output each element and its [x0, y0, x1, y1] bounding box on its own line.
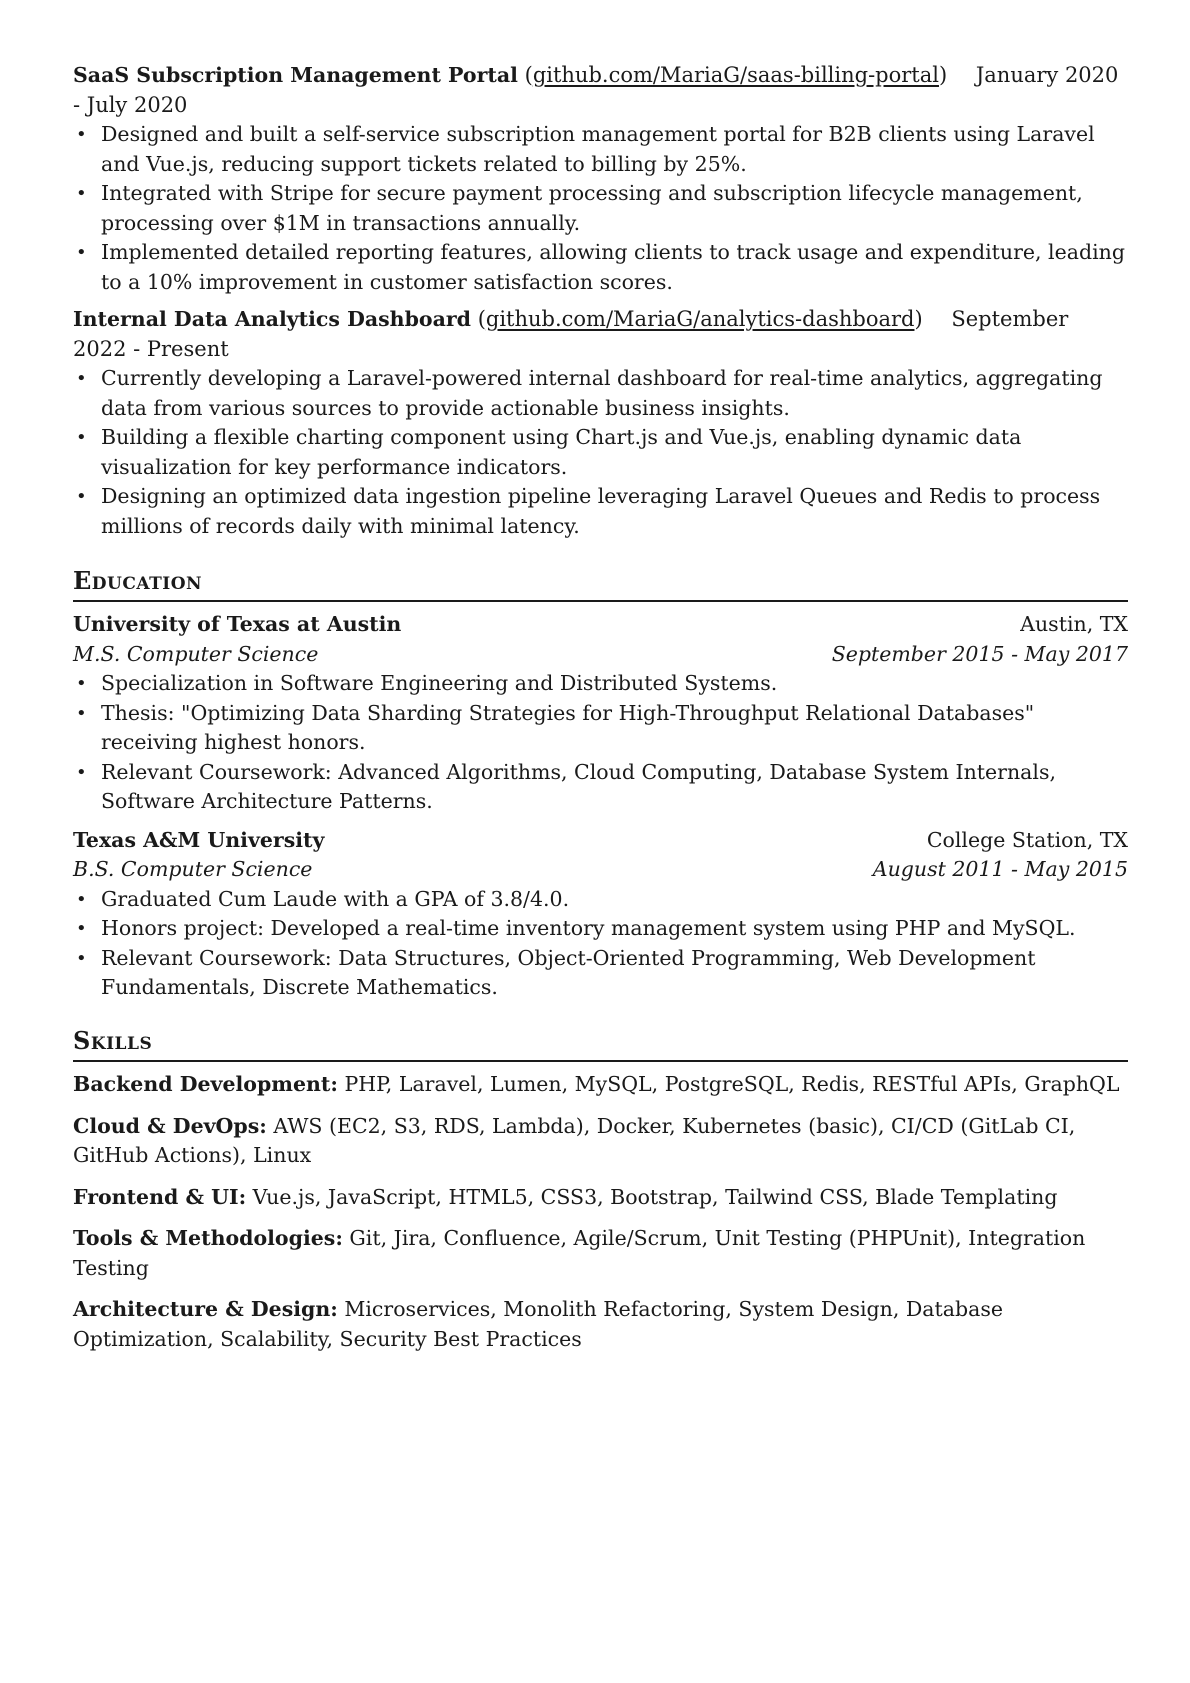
bullet-icon: • — [76, 673, 87, 694]
bullet-icon: • — [76, 183, 87, 204]
skill-line — [73, 1070, 1128, 1100]
skill-label: Backend Development: — [73, 1072, 338, 1096]
bullet-icon: • — [76, 368, 87, 389]
list-item: • Specialization in Software Engineering and Distributed Systems. — [73, 669, 1128, 699]
section-heading-education: Education — [73, 566, 203, 595]
list-item: • Graduated Cum Laude with a GPA of 3.8/4.0. — [73, 885, 1128, 915]
school-name: Texas A&M University — [73, 827, 325, 852]
skill-label: Architecture & Design: — [73, 1297, 338, 1321]
education-section — [73, 566, 1128, 1003]
education-entry — [73, 610, 1128, 817]
school-row — [73, 610, 1128, 640]
project-dates: January 2020 - July 2020 — [73, 63, 1119, 117]
skill-label: Tools & Methodologies: — [73, 1226, 343, 1250]
project-title: SaaS Subscription Management Portal — [73, 63, 518, 87]
skill-text: Microservices, Monolith Refactoring, System Design, Database Optimization, Scalability, Security Best Practices — [73, 1297, 1003, 1351]
project-header: SaaS Subscription Management Portal (github.com/MariaG/saas-billing-portal) January 2020 - July 2020 — [73, 63, 1119, 117]
project-entry — [73, 60, 1128, 297]
skill-text: Vue.js, JavaScript, HTML5, CSS3, Bootstrap, Tailwind CSS, Blade Templating — [252, 1184, 1058, 1209]
degree-name: B.S. Computer Science — [73, 857, 313, 881]
bullet-icon: • — [76, 888, 87, 910]
project-bullets — [73, 364, 1128, 541]
project-entry — [73, 304, 1128, 541]
bullet-icon: • — [76, 486, 87, 507]
degree-name: M.S. Computer Science — [73, 641, 319, 666]
project-title: Internal Data Analytics Dashboard — [73, 307, 472, 331]
project-link[interactable]: github.com/MariaG/analytics-dashboard — [485, 307, 915, 331]
project-header: Internal Data Analytics Dashboard (github.com/MariaG/analytics-dashboard) September 2022 - Present — [73, 307, 1069, 361]
degree-dates: September 2015 - May 2017 — [831, 641, 1128, 666]
skill-line — [73, 1224, 1128, 1283]
project-bullets — [73, 120, 1128, 297]
bullet-icon: • — [76, 242, 87, 263]
list-item: • Thesis: "Optimizing Data Sharding Strategies for High-Throughput Relational Databases" receiving highest honors. — [76, 700, 1035, 754]
bullet-icon: • — [76, 918, 87, 939]
education-bullets — [73, 669, 1128, 817]
skill-label: Frontend & UI: — [73, 1184, 247, 1209]
school-row — [73, 826, 1128, 856]
skill-text: Git, Jira, Confluence, Agile/Scrum, Unit Testing (PHPUnit), Integration Testing — [73, 1226, 1086, 1280]
skill-line — [73, 1295, 1128, 1354]
skill-text: AWS (EC2, S3, RDS, Lambda), Docker, Kubernetes (basic), CI/CD (GitLab CI, GitHub Actions), Linux — [73, 1113, 1076, 1167]
school-location: College Station, TX — [926, 827, 1128, 852]
project-link[interactable]: github.com/MariaG/saas-billing-portal — [532, 63, 939, 87]
list-item: • Implemented detailed reporting features, allowing clients to track usage and expenditure, leading to a 10% improvement in customer satisfaction scores. — [76, 240, 1125, 294]
school-name: University of Texas at Austin — [73, 612, 402, 636]
school-location: Austin, TX — [1020, 612, 1128, 636]
skill-line — [73, 1112, 1128, 1171]
section-heading-skills: Skills — [73, 1026, 153, 1055]
list-item: • Currently developing a Laravel-powered internal dashboard for real-time analytics, aggregating data from various sources to provide actionable business insights. — [76, 366, 1103, 420]
bullet-icon: • — [76, 761, 87, 783]
education-entry — [73, 826, 1128, 1003]
list-item: • Building a flexible charting component using Chart.js and Vue.js, enabling dynamic data visualization for key performance indicators. — [76, 425, 1022, 479]
section-divider — [73, 1060, 1128, 1062]
list-item: • Relevant Coursework: Data Structures, Object-Oriented Programming, Web Development Fundamentals, Discrete Mathematics. — [76, 945, 1036, 999]
section-divider — [73, 600, 1128, 602]
list-item: • Honors project: Developed a real-time inventory management system using PHP and MySQL. — [73, 914, 1128, 944]
skill-text: PHP, Laravel, Lumen, MySQL, PostgreSQL, Redis, RESTful APIs, GraphQL — [344, 1072, 1120, 1096]
education-bullets — [73, 885, 1128, 1003]
skills-section — [73, 1026, 1128, 1354]
project-dates: September 2022 - Present — [73, 307, 1069, 361]
list-item: • Designed and built a self-service subscription management portal for B2B clients using Laravel and Vue.js, reducing support tickets related to billing by 25%. — [76, 122, 1095, 176]
list-item: • Relevant Coursework: Advanced Algorithms, Cloud Computing, Database System Internals, Software Architecture Patterns. — [76, 759, 1056, 813]
bullet-icon: • — [76, 947, 87, 969]
bullet-icon: • — [76, 124, 87, 145]
bullet-icon: • — [76, 427, 87, 448]
bullet-icon: • — [76, 702, 87, 724]
degree-dates: August 2011 - May 2015 — [872, 857, 1128, 881]
skill-line — [73, 1183, 1128, 1213]
degree-row — [73, 855, 1128, 885]
list-item: • Integrated with Stripe for secure payment processing and subscription lifecycle management, processing over $1M in transactions annually. — [76, 181, 1083, 235]
skill-label: Cloud & DevOps: — [73, 1113, 267, 1138]
degree-row — [73, 640, 1128, 670]
list-item: • Designing an optimized data ingestion pipeline leveraging Laravel Queues and Redis to process millions of records daily with minimal latency. — [76, 484, 1101, 538]
